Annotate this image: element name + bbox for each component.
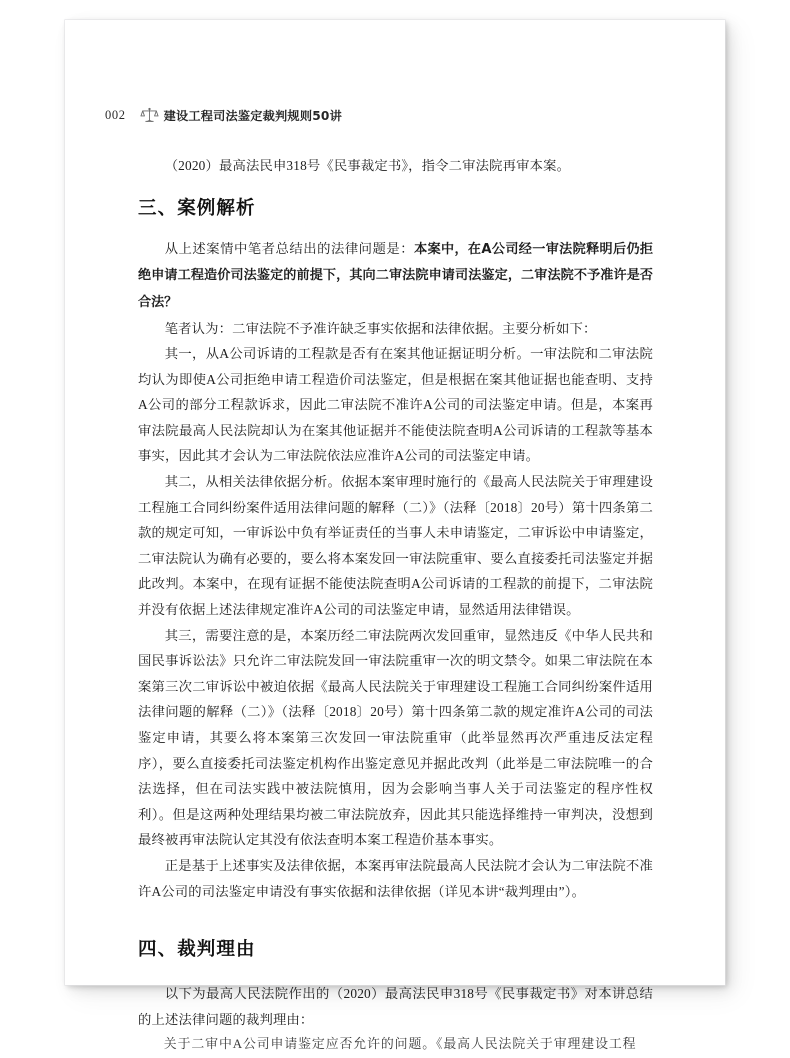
text-column	[138, 153, 653, 1058]
paragraph-legal-question	[138, 236, 653, 316]
paragraph-ruling-intro: 以下为最高人民法院作出的（2020）最高法民申318号《民事裁定书》对本讲总结的上述法律问题的裁判理由：	[138, 986, 653, 1027]
scales-of-justice-icon	[140, 107, 159, 124]
page-number: 002	[105, 107, 126, 122]
book-page-sheet	[65, 20, 725, 1052]
lead-paragraph: （2020）最高法民申318号《民事裁定书》，指令二审法院再审本案。	[164, 158, 571, 173]
heading-section-four: 四、裁判理由	[138, 939, 256, 961]
running-head	[105, 105, 342, 125]
paragraph-author-view: 笔者认为：二审法院不予准许缺乏事实依据和法律依据。主要分析如下：	[164, 320, 597, 336]
legal-question-bold: 本案中，在A公司经一审法院释明后仍拒绝申请工程造价司法鉴定的前提下，其向二审法院申请司法鉴定，二审法院不予准许是否合法？	[138, 241, 653, 310]
running-head-title: 建设工程司法鉴定裁判规则50讲	[163, 108, 342, 123]
paragraph-point-three: 其三，需要注意的是，本案历经二审法院两次发回重审，显然违反《中华人民共和国民事诉讼法》只允许二审法院发回一审法院重审一次的明文禁令。如果二审法院在本案第三次二审诉讼中被迫依据《最高人民法院关于审理建设工程施工合同纠纷案件适用法律问题的解释（二）》（法释〔2018〕20号）第十四条第二款的规定准许A公司的司法鉴定申请，其要么将本案第三次发回一审法院重审（此举显然再次严重违反法定程序），要么直接委托司法鉴定机构作出鉴定意见并据此改判（此举是二审法院唯一的合法选择，但在司法实践中被法院慎用，因为会影响当事人关于司法鉴定的程序性权利）。但是这两种处理结果均被二审法院放弃，因此其只能选择维持一审判决，没想到最终被再审法院认定其没有依法查明本案工程造价基本事实。	[138, 627, 653, 848]
paragraph-point-one: 其一，从A公司诉请的工程款是否有在案其他证据证明分析。一审法院和二审法院均认为即使A公司拒绝申请工程造价司法鉴定，但是根据在案其他证据也能查明、支持A公司的部分工程款诉求，因此二审法院不准许A公司的司法鉴定申请。但是，本案再审法院最高人民法院却认为在案其他证据并不能使法院查明A公司诉请的工程款等基本事实，因此其才会认为二审法院依法应准许A公司的司法鉴定申请。	[138, 346, 653, 464]
legal-question-prefix: 从上述案情中笔者总结出的法律问题是：	[164, 240, 415, 256]
paragraph-conclusion: 正是基于上述事实及法律依据，本案再审法院最高人民法院才会认为二审法院不准许A公司的司法鉴定申请没有事实依据和法律依据（详见本讲“裁判理由”）。	[138, 857, 653, 899]
heading-section-three: 三、案例解析	[138, 197, 256, 219]
paragraph-ruling-quote: 关于二审中A公司申请鉴定应否允许的问题。《最高人民法院关于审理建设工程	[163, 1037, 637, 1052]
paragraph-point-two: 其二，从相关法律依据分析。依据本案审理时施行的《最高人民法院关于审理建设工程施工合同纠纷案件适用法律问题的解释（二）》（法释〔2018〕20号）第十四条第二款的规定可知，一审诉讼中负有举证责任的当事人未申请鉴定，二审诉讼中申请鉴定，二审法院认为确有必要的，要么将本案发回一审法院重审、要么直接委托司法鉴定并据此改判。本案中，在现有证据不能使法院查明A公司诉请的工程款的前提下，二审法院并没有依据上述法律规定准许A公司的司法鉴定申请，显然适用法律错误。	[138, 474, 653, 618]
